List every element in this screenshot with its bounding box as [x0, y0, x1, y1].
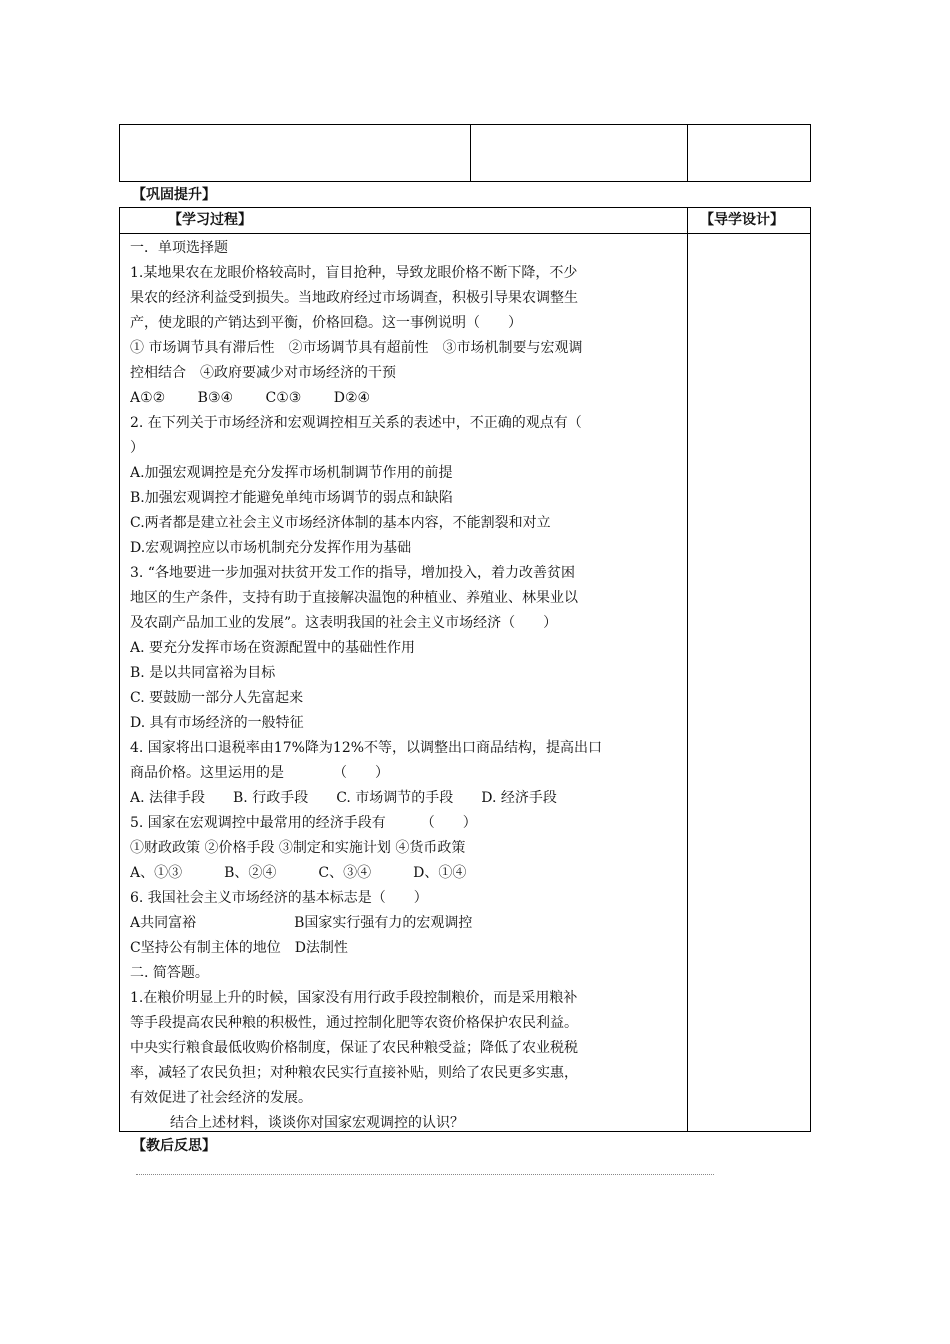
learning-table: [119, 207, 811, 1132]
table-column-divider: [687, 125, 688, 181]
content-line: 中央实行粮食最低收购价格制度，保证了农民种粮受益；降低了农业税税: [130, 1040, 578, 1056]
content-line: A. 要充分发挥市场在资源配置中的基础性作用: [130, 640, 416, 656]
content-line: 控相结合 ④政府要减少对市场经济的干预: [130, 365, 396, 381]
content-line: 商品价格。这里运用的是 （ ）: [130, 765, 389, 781]
content-line: A.加强宏观调控是充分发挥市场机制调节作用的前提: [130, 465, 453, 481]
content-line: 2. 在下列关于市场经济和宏观调控相互关系的表述中，不正确的观点有（: [130, 415, 582, 431]
section-heading-reflection: 【教后反思】: [132, 1138, 216, 1154]
column-header-learning-process: 【学习过程】: [168, 212, 252, 228]
section-heading-consolidate: 【巩固提升】: [132, 187, 216, 203]
table-column-divider: [687, 208, 688, 1131]
content-line: D. 具有市场经济的一般特征: [130, 715, 304, 731]
content-line: 二. 简答题。: [130, 965, 209, 981]
content-line: 地区的生产条件，支持有助于直接解决温饱的种植业、养殖业、林果业以: [130, 590, 578, 606]
content-line: 结合上述材料，谈谈你对国家宏观调控的认识？: [170, 1115, 464, 1131]
content-line: ）: [130, 440, 144, 456]
content-line: 6. 我国社会主义市场经济的基本标志是（ ）: [130, 890, 428, 906]
content-line: C. 要鼓励一部分人先富起来: [130, 690, 304, 706]
content-line: 5. 国家在宏观调控中最常用的经济手段有 （ ）: [130, 815, 477, 831]
content-line: A、①③ B、②④ C、③④ D、①④: [130, 865, 467, 881]
content-line: D.宏观调控应以市场机制充分发挥作用为基础: [130, 540, 412, 556]
content-line: 4. 国家将出口退税率由17%降为12%不等，以调整出口商品结构，提高出口: [130, 740, 603, 756]
content-line: B.加强宏观调控才能避免单纯市场调节的弱点和缺陷: [130, 490, 453, 506]
table-header-divider: [120, 233, 810, 234]
content-line: 率，减轻了农民负担；对种粮农民实行直接补贴，则给了农民更多实惠，: [130, 1065, 578, 1081]
content-line: 果农的经济利益受到损失。当地政府经过市场调查，积极引导果农调整生: [130, 290, 578, 306]
content-line: B. 是以共同富裕为目标: [130, 665, 276, 681]
content-line: A. 法律手段 B. 行政手段 C. 市场调节的手段 D. 经济手段: [130, 790, 557, 806]
content-line: ①财政政策 ②价格手段 ③制定和实施计划 ④货币政策: [130, 840, 466, 856]
content-line: 3. “各地要进一步加强对扶贫开发工作的指导，增加投入，着力改善贫困: [130, 565, 575, 581]
column-header-guide-design: 【导学设计】: [700, 212, 784, 228]
table-column-divider: [470, 125, 471, 181]
dotted-divider: [136, 1174, 714, 1175]
content-line: 1.某地果农在龙眼价格较高时，盲目抢种，导致龙眼价格不断下降，不少: [130, 265, 578, 281]
content-line: 及农副产品加工业的发展”。这表明我国的社会主义市场经济（ ）: [130, 615, 558, 631]
content-line: A共同富裕 B国家实行强有力的宏观调控: [130, 915, 473, 931]
content-line: ① 市场调节具有滞后性 ②市场调节具有超前性 ③市场机制要与宏观调: [130, 340, 583, 356]
content-line: 一．单项选择题: [130, 240, 228, 256]
content-line: A①② B③④ C①③ D②④: [130, 390, 371, 406]
content-line: 1.在粮价明显上升的时候，国家没有用行政手段控制粮价，而是采用粮补: [130, 990, 578, 1006]
content-line: 有效促进了社会经济的发展。: [130, 1090, 312, 1106]
content-line: C.两者都是建立社会主义市场经济体制的基本内容，不能割裂和对立: [130, 515, 551, 531]
exercise-content: [130, 236, 680, 1136]
top-table: [119, 124, 811, 182]
content-line: C坚持公有制主体的地位 D法制性: [130, 940, 348, 956]
content-line: 等手段提高农民种粮的积极性，通过控制化肥等农资价格保护农民利益。: [130, 1015, 578, 1031]
content-line: 产，使龙眼的产销达到平衡，价格回稳。这一事例说明（ ）: [130, 315, 522, 331]
